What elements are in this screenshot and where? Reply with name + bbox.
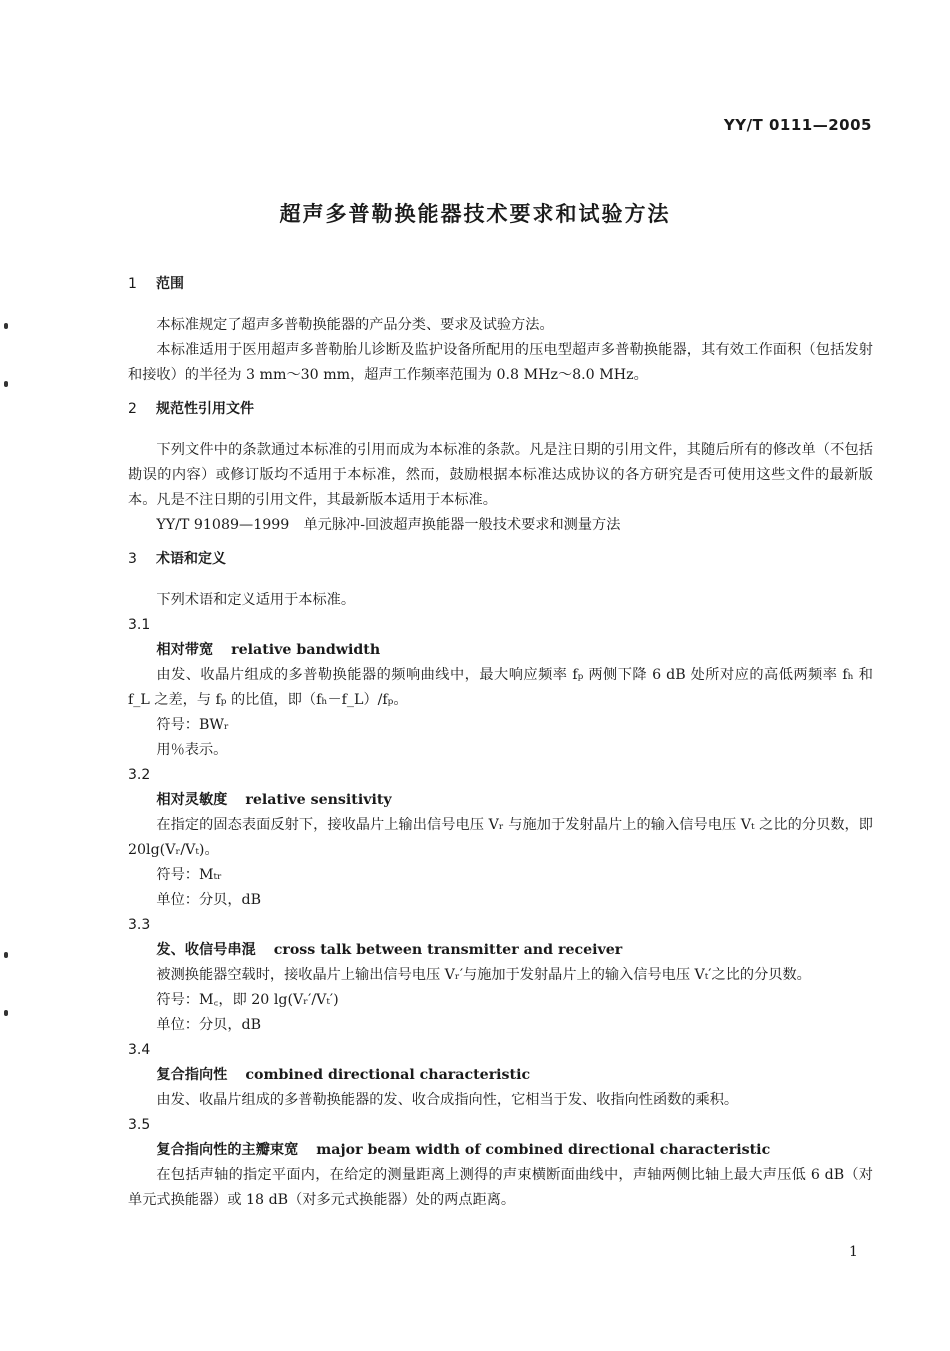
document-body [128,272,873,1213]
term-heading: 相对带宽 relative bandwidth [156,642,381,658]
term-heading: 相对灵敏度 relative sensitivity [156,792,392,808]
reference-entry: YY/T 91089—1999 单元脉冲-回波超声换能器一般技术要求和测量方法 [156,517,621,533]
term-number: 3.4 [128,1042,151,1058]
term-definition: 在包括声轴的指定平面内，在给定的测量距离上测得的声束横断面曲线中，声轴两侧比轴上最大声压低 6 dB（对单元式换能器）或 18 dB（对多元式换能器）处的两点距离。 [128,1167,873,1208]
term-symbol: 符号：M꜀，即 20 lg(Vᵣ′/Vₜ′) [156,992,339,1008]
term-number: 3.5 [128,1117,151,1133]
scan-speck [4,952,8,958]
scan-speck [4,1010,8,1016]
scan-speck [4,381,8,387]
term-definition: 被测换能器空载时，接收晶片上输出信号电压 Vᵣ′与施加于发射晶片上的输入信号电压 Vₜ′之比的分贝数。 [156,967,811,983]
section-heading: 3 术语和定义 [128,551,226,567]
page-number: 1 [849,1244,858,1260]
term-unit: 单位：分贝，dB [156,892,262,908]
term-number: 3.2 [128,767,151,783]
term-definition: 由发、收晶片组成的多普勒换能器的发、收合成指向性，它相当于发、收指向性函数的乘积。 [156,1092,739,1108]
scan-speck [4,323,8,329]
term-unit: 用％表示。 [156,742,228,758]
section-heading: 2 规范性引用文件 [128,401,254,417]
term-symbol: 符号：BWᵣ [156,717,229,733]
paragraph: 本标准规定了超声多普勒换能器的产品分类、要求及试验方法。 [156,317,554,333]
term-number: 3.3 [128,917,151,933]
term-unit: 单位：分贝，dB [156,1017,262,1033]
paragraph: 下列术语和定义适用于本标准。 [156,592,356,608]
document-title: 超声多普勒换能器技术要求和试验方法 [279,202,671,226]
standard-code: YY/T 0111—2005 [723,116,872,134]
term-definition: 由发、收晶片组成的多普勒换能器的频响曲线中，最大响应频率 fₚ 两侧下降 6 dB 处所对应的高低两频率 fₕ 和 f_L 之差，与 fₚ 的比值，即（fₕ－f_L）/fₚ。 [128,667,873,708]
term-definition: 在指定的固态表面反射下，接收晶片上输出信号电压 Vᵣ 与施加于发射晶片上的输入信号电压 Vₜ 之比的分贝数，即 20lg(Vᵣ/Vₜ)。 [128,817,873,858]
term-number: 3.1 [128,617,151,633]
term-heading: 复合指向性 combined directional characteristic [156,1067,531,1083]
paragraph: 下列文件中的条款通过本标准的引用而成为本标准的条款。凡是注日期的引用文件，其随后所有的修改单（不包括勘误的内容）或修订版均不适用于本标准，然而，鼓励根据本标准达成协议的各方研究是否可使用这些文件的最新版本。凡是不注日期的引用文件，其最新版本适用于本标准。 [128,442,873,508]
term-heading: 复合指向性的主瓣束宽 major beam width of combined directional characteristic [156,1142,771,1158]
paragraph: 本标准适用于医用超声多普勒胎儿诊断及监护设备所配用的压电型超声多普勒换能器，其有效工作面积（包括发射和接收）的半径为 3 mm～30 mm，超声工作频率范围为 0.8 MHz～8.0 MHz。 [128,342,873,383]
term-symbol: 符号：Mₜᵣ [156,867,222,883]
section-heading: 1 范围 [128,276,184,292]
term-heading: 发、收信号串混 cross talk between transmitter and receiver [156,942,623,958]
